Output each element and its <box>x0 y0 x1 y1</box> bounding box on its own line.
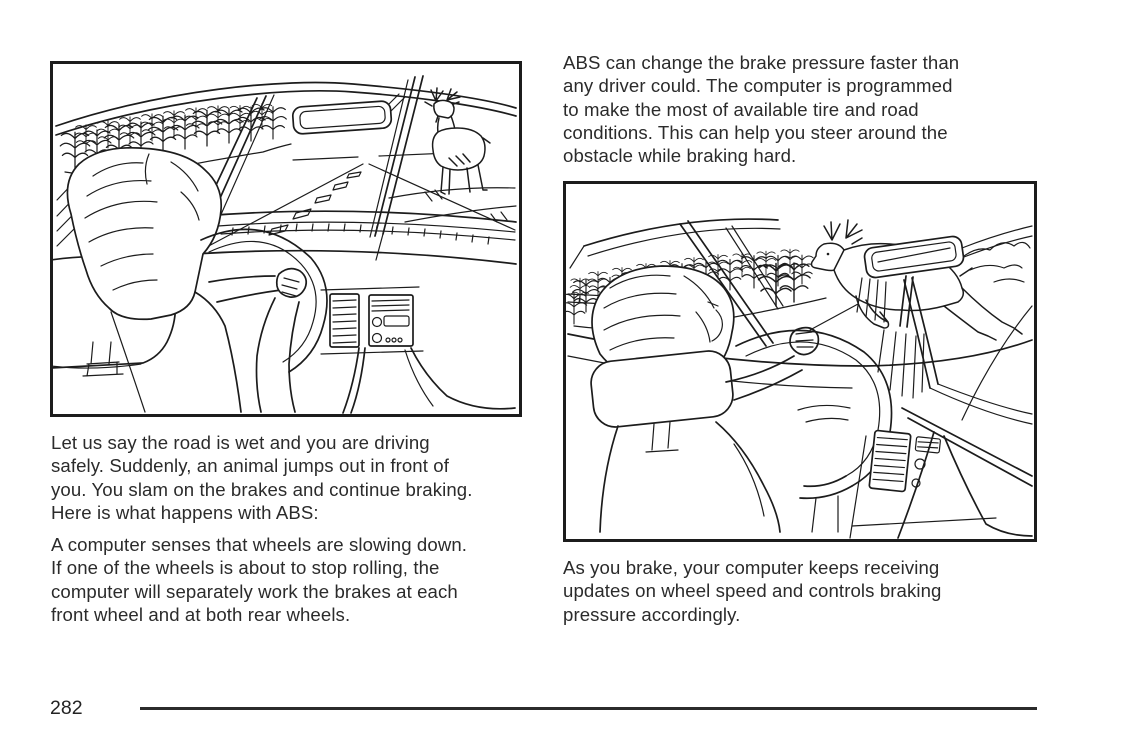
dashboard-console <box>321 287 515 413</box>
figure-deer-leaping <box>563 181 1037 542</box>
paragraph: Let us say the road is wet and you are driving safely. Suddenly, an animal jumps out in front of you. You slam on the brakes and continue braking. Here is what happens with ABS: <box>51 432 473 523</box>
rearview-mirror <box>292 94 405 134</box>
paragraph: As you brake, your computer keeps receiving updates on wheel speed and controls braking pressure accordingly. <box>563 557 942 625</box>
left-column-text <box>51 431 546 635</box>
paragraph: ABS can change the brake pressure faster than any driver could. The computer is programmed to make the most of available tire and road conditions. This can help you steer around the obstacle while braking hard. <box>563 52 960 167</box>
right-column-intro <box>563 51 1043 176</box>
footer-rule <box>140 707 1037 710</box>
headrest <box>589 349 780 532</box>
page-number: 282 <box>50 697 83 719</box>
deer-standing-illustration <box>53 64 519 414</box>
dashboard-console <box>850 430 1032 538</box>
deer-leaping-illustration <box>566 184 1034 539</box>
figure-deer-standing <box>50 61 522 417</box>
steering-wheel <box>736 330 892 532</box>
right-column-caption <box>563 556 1043 635</box>
paragraph: A computer senses that wheels are slowing down. If one of the wheels is about to stop rolling, the computer will separately work the brakes at each front wheel and at both rear wheels. <box>51 534 468 626</box>
steering-wheel <box>201 229 327 412</box>
bushes <box>964 242 1030 282</box>
driver <box>67 148 281 412</box>
